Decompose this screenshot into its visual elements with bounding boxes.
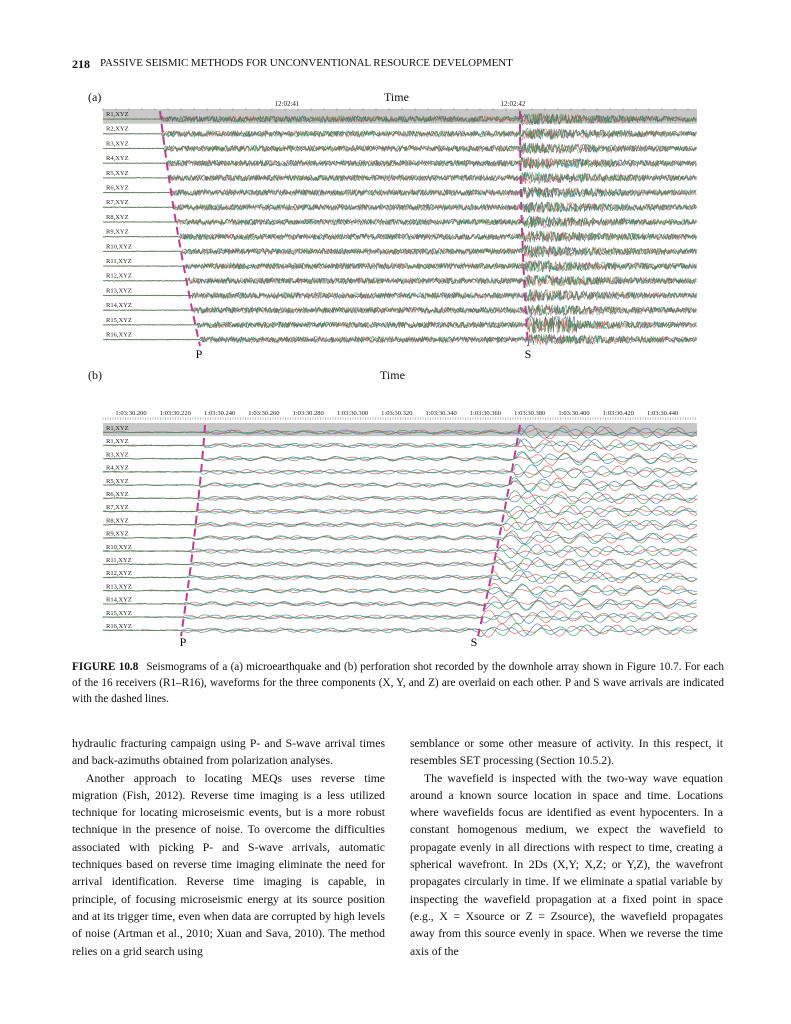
time-tick-label: 1:03:30.240 xyxy=(203,410,236,417)
caption-label: FIGURE 10.8 xyxy=(72,661,139,673)
time-tick-label: 1:03:30.320 xyxy=(381,410,413,417)
waveform-trace xyxy=(103,478,697,490)
time-tick-label: 1:03:30.340 xyxy=(425,410,457,417)
channel-label: R8,XYZ xyxy=(106,213,129,221)
channel-label: R13,XYZ xyxy=(106,583,132,591)
waveform-trace xyxy=(103,157,697,169)
channel-label: R10,XYZ xyxy=(106,543,132,551)
seismogram-panel-b xyxy=(0,370,791,655)
time-tick-label: 1:03:30.400 xyxy=(558,410,590,417)
waveform-trace xyxy=(103,491,697,504)
panel-a-label: (a) xyxy=(88,90,102,104)
time-tick-label: 12:02:42 xyxy=(500,100,526,108)
waveform-trace xyxy=(103,217,697,228)
time-tick-label: 1:03:30.280 xyxy=(292,410,324,417)
s-arrival-label: S xyxy=(524,347,532,361)
channel-label: R7,XYZ xyxy=(106,504,129,512)
waveform-trace xyxy=(103,464,697,477)
channel-label: R11,XYZ xyxy=(106,557,132,564)
panel-a-axis-title: Time xyxy=(384,90,409,104)
time-tick-label: 1:03:30.260 xyxy=(248,410,280,417)
channel-label: R2,XYZ xyxy=(106,125,129,133)
paragraph: The wavefield is inspected with the two-way wave equation around a known source location in space and time. Locations where wavefields focus are identified as event hypocenters. In a constant homogenous medium, we expect the wavefield to propagate evenly in all directions with respect to time, creating a spherical wavefront. In 2Ds (X,Y; X,Z; or Y,Z), the wavefront propagates circularly in time. If we eliminate a spatial variable by inspecting the wavefield propagation at a fixed point in space (e.g., X = Xsource or Z = Zsource), the wavefield propagates away from this source evenly in space. When we reverse the time axis of the xyxy=(410,771,723,958)
channel-label: R10,XYZ xyxy=(106,243,132,251)
waveform-trace xyxy=(103,125,697,139)
time-tick-label: 1:03:30.200 xyxy=(115,410,147,417)
paragraph: hydraulic fracturing campaign using P- and S-wave arrival times and back-azimuths obtained from polarization analyses. xyxy=(72,737,385,768)
channel-label: R16,XYZ xyxy=(106,623,132,630)
waveform-trace xyxy=(103,184,697,198)
channel-label: R14,XYZ xyxy=(106,596,132,604)
panel-b-label: (b) xyxy=(88,368,102,382)
figure-caption xyxy=(72,659,724,707)
paragraph: Another approach to locating MEQs uses reverse time migration (Fish, 2012). Reverse time imaging is a less utilized technique for locating microseismic events, but is a more robust technique in the presence of noise. To overcome the difficulties associated with picking P- and S-wave arrivals, automatic techniques based on reverse time imaging eliminate the need for arrival identification. Reverse time imaging is capable, in principle, of focusing microseismic energy at its source position and at its trigger time, even when data are corrupted by high levels of noise (Artman et al., 2010; Xuan and Sava, 2010). The method relies on a grid search using xyxy=(72,771,385,958)
s-arrival-label: S xyxy=(470,635,478,649)
caption-text: Seismograms of a (a) microearthquake and (b) perforation shot recorded by the downhole array shown in Figure 10.7. For each of the 16 receivers (R1–R16), waveforms for the three components (X, Y, and Z) are overlaid on each other. P and S wave arrivals are indicated with the dashed lines. xyxy=(72,661,724,705)
channel-label: R15,XYZ xyxy=(106,316,132,324)
channel-label: R15,XYZ xyxy=(106,609,132,617)
time-tick-label: 1:03:30.440 xyxy=(646,410,679,417)
channel-label: R11,XYZ xyxy=(106,258,132,265)
channel-label: R1,XYZ xyxy=(106,425,129,432)
channel-label: R12,XYZ xyxy=(106,272,132,280)
time-tick-label: 1:03:30.420 xyxy=(602,410,634,417)
channel-label: R13,XYZ xyxy=(106,287,132,295)
channel-label: R3,XYZ xyxy=(106,140,129,148)
channel-label: R9,XYZ xyxy=(106,228,129,236)
p-arrival-label: P xyxy=(195,347,203,361)
waveform-trace xyxy=(103,611,697,623)
channel-label: R12,XYZ xyxy=(106,570,132,578)
channel-label: R5,XYZ xyxy=(106,169,129,177)
page-number: 218 xyxy=(72,57,90,71)
time-tick-label: 1:03:30.380 xyxy=(514,410,546,417)
channel-label: R3,XYZ xyxy=(106,451,129,459)
time-tick-label: 1:03:30.360 xyxy=(469,410,502,417)
time-tick-label: 1:03:30.220 xyxy=(159,410,191,417)
channel-label: R5,XYZ xyxy=(106,477,129,485)
channel-label: R4,XYZ xyxy=(106,155,129,163)
p-arrival-label: P xyxy=(179,635,187,649)
channel-label: R6,XYZ xyxy=(106,491,129,498)
seismogram-panel-a xyxy=(0,0,791,370)
channel-label: R1,XYZ xyxy=(106,111,129,118)
channel-label: R1,XYZ xyxy=(106,438,129,446)
channel-label: R14,XYZ xyxy=(106,302,132,310)
waveform-trace xyxy=(103,202,697,213)
channel-label: R9,XYZ xyxy=(106,530,129,538)
paragraph: semblance or some other measure of activity. In this respect, it resembles SET processing (Section 10.5.2). xyxy=(410,737,723,768)
body-column-left xyxy=(72,735,385,960)
time-tick-label: 1:03:30.300 xyxy=(336,410,369,417)
s-arrival-pick-line xyxy=(478,425,520,636)
channel-label: R8,XYZ xyxy=(106,517,129,525)
channel-label: R16,XYZ xyxy=(106,331,132,339)
waveform-trace xyxy=(103,611,697,624)
running-title: PASSIVE SEISMIC METHODS FOR UNCONVENTIONAL RESOURCE DEVELOPMENT xyxy=(100,57,513,69)
panel-b-axis-title: Time xyxy=(380,368,405,382)
time-tick-label: 12:02:41 xyxy=(274,100,300,108)
channel-label: R4,XYZ xyxy=(106,464,129,472)
channel-label: R6,XYZ xyxy=(106,184,129,192)
channel-label: R7,XYZ xyxy=(106,199,129,207)
body-column-right xyxy=(410,735,723,960)
